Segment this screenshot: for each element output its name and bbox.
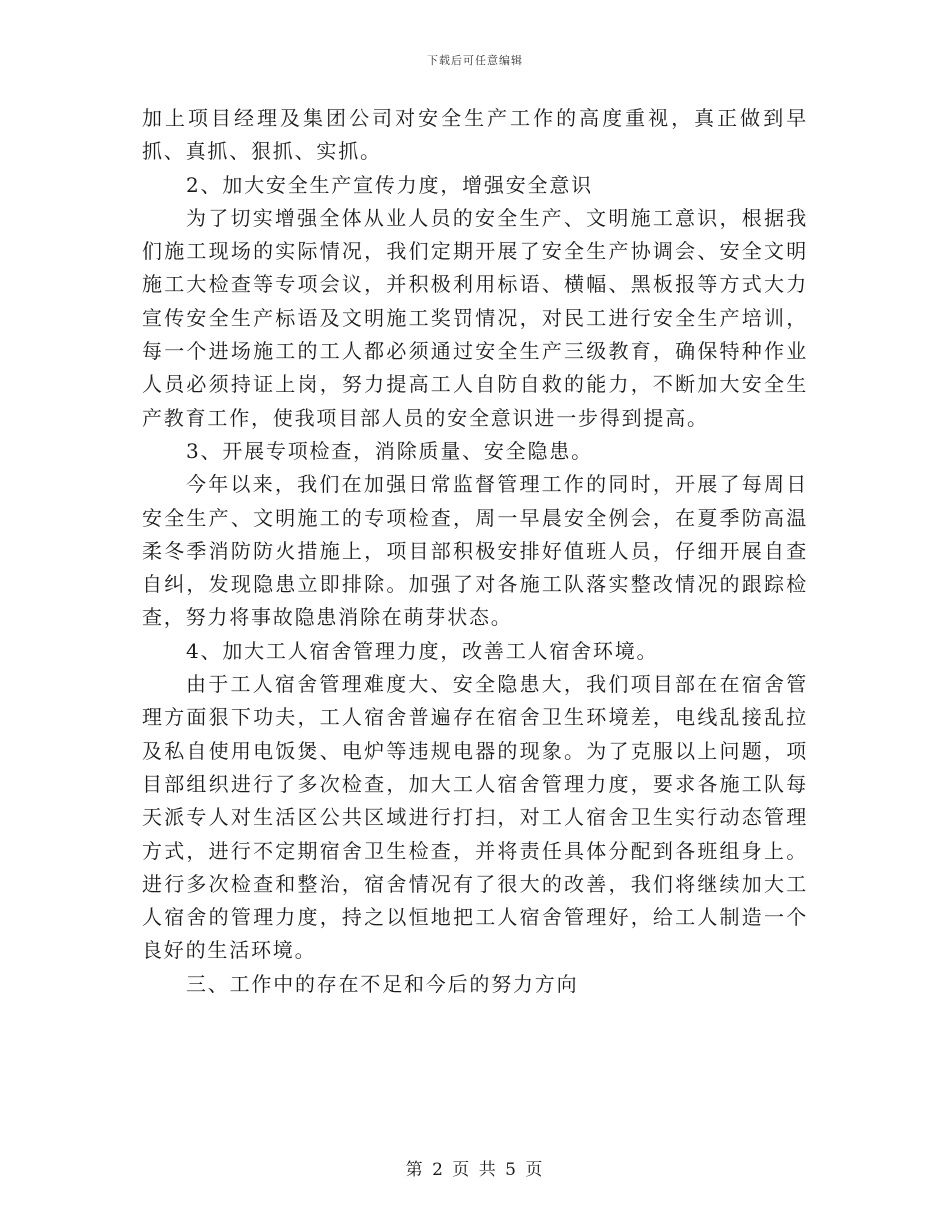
section-heading-2: 2、加大安全生产宣传力度，增强安全意识 <box>186 172 593 197</box>
page-header: 下载后可任意编辑 <box>427 54 523 67</box>
section-heading-3: 3、开展专项检查，消除质量、安全隐患。 <box>186 438 593 463</box>
page-number: 第 2 页 共 5 页 <box>405 1160 545 1180</box>
document-body <box>142 102 808 1001</box>
paragraph-safety-publicity: 为了切实增强全体从业人员的安全生产、文明施工意识，根据我们施工现场的实际情况，我们定期开展了安全生产协调会、安全文明施工大检查等专项会议，并积极利用标语、横幅、黑板报等方式大力宣传安全生产标语及文明施工奖罚情况，对民工进行安全生产培训，每一个进场施工的工人都必须通过安全生产三级教育，确保特种作业人员必须持证上岗，努力提高工人自防自救的能力，不断加大安全生产教育工作，使我项目部人员的安全意识进一步得到提高。 <box>142 205 808 430</box>
paragraph-dormitory-management: 由于工人宿舍管理难度大、安全隐患大，我们项目部在在宿舍管理方面狠下功夫，工人宿舍普遍存在宿舍卫生环境差，电线乱接乱拉及私自使用电饭煲、电炉等违规电器的现象。为了克服以上问题，项目部组织进行了多次检查，加大工人宿舍管理力度，要求各施工队每天派专人对生活区公共区域进行打扫，对工人宿舍卫生实行动态管理方式，进行不定期宿舍卫生检查，并将责任具体分配到各班组身上。进行多次检查和整治，宿舍情况有了很大的改善，我们将继续加大工人宿舍的管理力度，持之以恒地把工人宿舍管理好，给工人制造一个良好的生活环境。 <box>142 672 808 963</box>
paragraph-continued: 加上项目经理及集团公司对安全生产工作的高度重视，真正做到早抓、真抓、狠抓、实抓。 <box>142 106 808 164</box>
section-heading-4: 4、加大工人宿舍管理力度，改善工人宿舍环境。 <box>186 638 659 663</box>
paragraph-special-inspection: 今年以来，我们在加强日常监督管理工作的同时，开展了每周日安全生产、文明施工的专项检查，周一早晨安全例会，在夏季防高温柔冬季消防防火措施上，项目部积极安排好值班人员，仔细开展自查自纠，发现隐患立即排除。加强了对各施工队落实整改情况的跟踪检查，努力将事故隐患消除在萌芽状态。 <box>142 472 808 630</box>
section-heading-shortcomings: 三、工作中的存在不足和今后的努力方向 <box>186 971 579 996</box>
